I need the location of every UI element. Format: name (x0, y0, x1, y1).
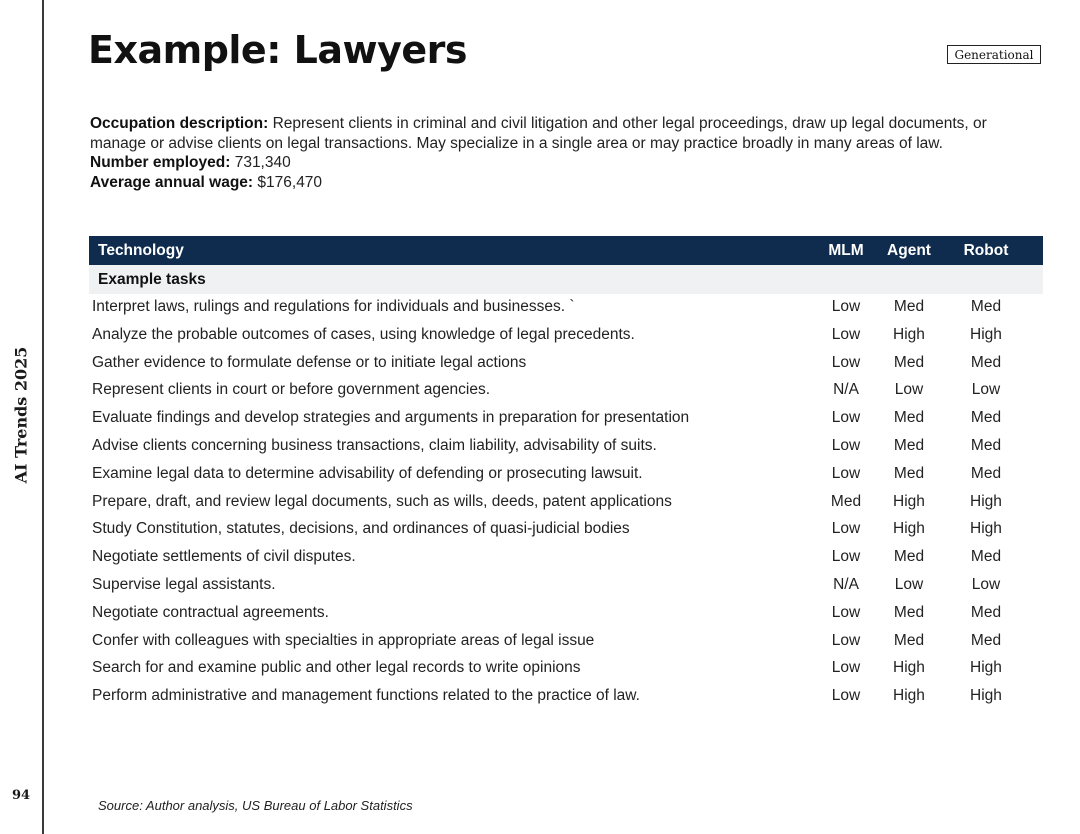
robot-cell: High (970, 659, 1002, 677)
header-technology: Technology (98, 241, 184, 259)
robot-cell: High (970, 520, 1002, 538)
robot-cell: Med (970, 464, 1002, 482)
robot-cell: High (970, 492, 1002, 510)
mlm-cell: Low (831, 548, 861, 566)
occupation-description (90, 114, 1040, 153)
average-wage (90, 173, 1040, 193)
robot-cell: Med (970, 631, 1002, 649)
occupation-summary (90, 114, 1040, 192)
robot-cell: Low (971, 575, 1001, 593)
table-row (89, 655, 1043, 683)
robot-cell: High (970, 325, 1002, 343)
header-mlm: MLM (828, 242, 864, 259)
mlm-cell: Low (831, 603, 861, 621)
employed-label: Number employed: (90, 154, 231, 171)
robot-cell: Low (971, 381, 1001, 399)
task-cell: Perform administrative and management functions related to the practice of law. (92, 687, 640, 705)
task-cell: Advise clients concerning business transactions, claim liability, advisability of suits. (92, 436, 657, 454)
task-cell: Examine legal data to determine advisability of defending or prosecuting lawsuit. (92, 464, 643, 482)
robot-cell: Med (970, 548, 1002, 566)
agent-cell: High (893, 325, 925, 343)
table-row (89, 683, 1043, 711)
mlm-cell: Low (831, 436, 861, 454)
robot-cell: Med (970, 353, 1002, 371)
sidebar-title: AI Trends 2025 (11, 346, 31, 484)
table-body (89, 294, 1043, 711)
mlm-cell: N/A (833, 381, 859, 399)
table-row (89, 377, 1043, 405)
agent-cell: Med (893, 436, 925, 454)
mlm-cell: Low (831, 409, 861, 427)
mlm-cell: Low (831, 353, 861, 371)
mlm-cell: N/A (833, 575, 859, 593)
task-cell: Search for and examine public and other legal records to write opinions (92, 659, 581, 677)
agent-cell: High (893, 492, 925, 510)
wage-label: Average annual wage: (90, 173, 254, 191)
table-row (89, 516, 1043, 544)
category-badge: Generational (947, 45, 1041, 64)
page-number: 94 (11, 788, 31, 803)
table-row (89, 461, 1043, 489)
wage-value: $176,470 (253, 173, 323, 191)
task-cell: Supervise legal assistants. (92, 575, 276, 593)
agent-cell: Low (894, 381, 924, 399)
robot-cell: Med (970, 603, 1002, 621)
table-row (89, 350, 1043, 378)
task-cell: Interpret laws, rulings and regulations for individuals and businesses. ` (92, 298, 575, 315)
agent-cell: High (893, 659, 925, 677)
robot-cell: Med (970, 409, 1002, 427)
number-employed (90, 153, 1040, 173)
agent-cell: Med (893, 603, 925, 621)
task-cell: Analyze the probable outcomes of cases, using knowledge of legal precedents. (92, 325, 635, 343)
source-note: Source: Author analysis, US Bureau of Labor Statistics (98, 798, 413, 813)
robot-cell: Med (970, 436, 1002, 454)
mlm-cell: Low (831, 520, 861, 538)
task-cell: Evaluate findings and develop strategies and arguments in preparation for presentation (92, 409, 690, 427)
agent-cell: Med (893, 548, 925, 566)
agent-cell: High (893, 687, 925, 705)
mlm-cell: Low (831, 631, 861, 649)
task-cell: Negotiate settlements of civil disputes. (92, 548, 356, 566)
description-text: Represent clients in criminal and civil litigation and other legal proceedings, draw up legal documents, or manage or advise clients on legal transactions. May specialize in a single area or may practice broadly in many areas of law. (90, 115, 987, 152)
description-label: Occupation description: (90, 115, 269, 132)
table-row (89, 405, 1043, 433)
table-header (89, 236, 1043, 265)
table-row (89, 600, 1043, 628)
agent-cell: Med (893, 353, 925, 371)
header-agent: Agent (887, 242, 931, 259)
mlm-cell: Low (831, 325, 861, 343)
task-cell: Study Constitution, statutes, decisions, and ordinances of quasi-judicial bodies (92, 520, 630, 538)
page-title: Example: Lawyers (88, 28, 467, 72)
table-row (89, 322, 1043, 350)
task-cell: Confer with colleagues with specialties in appropriate areas of legal issue (92, 631, 595, 649)
task-cell: Gather evidence to formulate defense or to initiate legal actions (92, 353, 527, 371)
agent-cell: Med (893, 298, 925, 315)
task-cell: Prepare, draft, and review legal documents, such as wills, deeds, patent applications (92, 492, 672, 510)
mlm-cell: Low (831, 298, 861, 315)
agent-cell: Med (893, 464, 925, 482)
mlm-cell: Low (831, 687, 861, 705)
table-subheader: Example tasks (89, 265, 1043, 294)
agent-cell: Med (893, 409, 925, 427)
table-row (89, 544, 1043, 572)
table-row (89, 628, 1043, 656)
mlm-cell: Low (831, 464, 861, 482)
agent-cell: Med (893, 631, 925, 649)
agent-cell: Low (894, 575, 924, 593)
table-row (89, 294, 1043, 322)
robot-cell: Med (970, 298, 1002, 315)
mlm-cell: Low (831, 659, 861, 677)
mlm-cell: Med (830, 492, 862, 510)
left-margin-rule (42, 0, 44, 834)
table-row (89, 489, 1043, 517)
task-cell: Represent clients in court or before government agencies. (92, 381, 491, 399)
header-robot: Robot (963, 242, 1009, 259)
agent-cell: High (893, 520, 925, 538)
task-exposure-table (89, 236, 1043, 711)
table-row (89, 433, 1043, 461)
robot-cell: High (970, 687, 1002, 705)
employed-value: 731,340 (230, 154, 291, 171)
table-row (89, 572, 1043, 600)
task-cell: Negotiate contractual agreements. (92, 603, 329, 621)
